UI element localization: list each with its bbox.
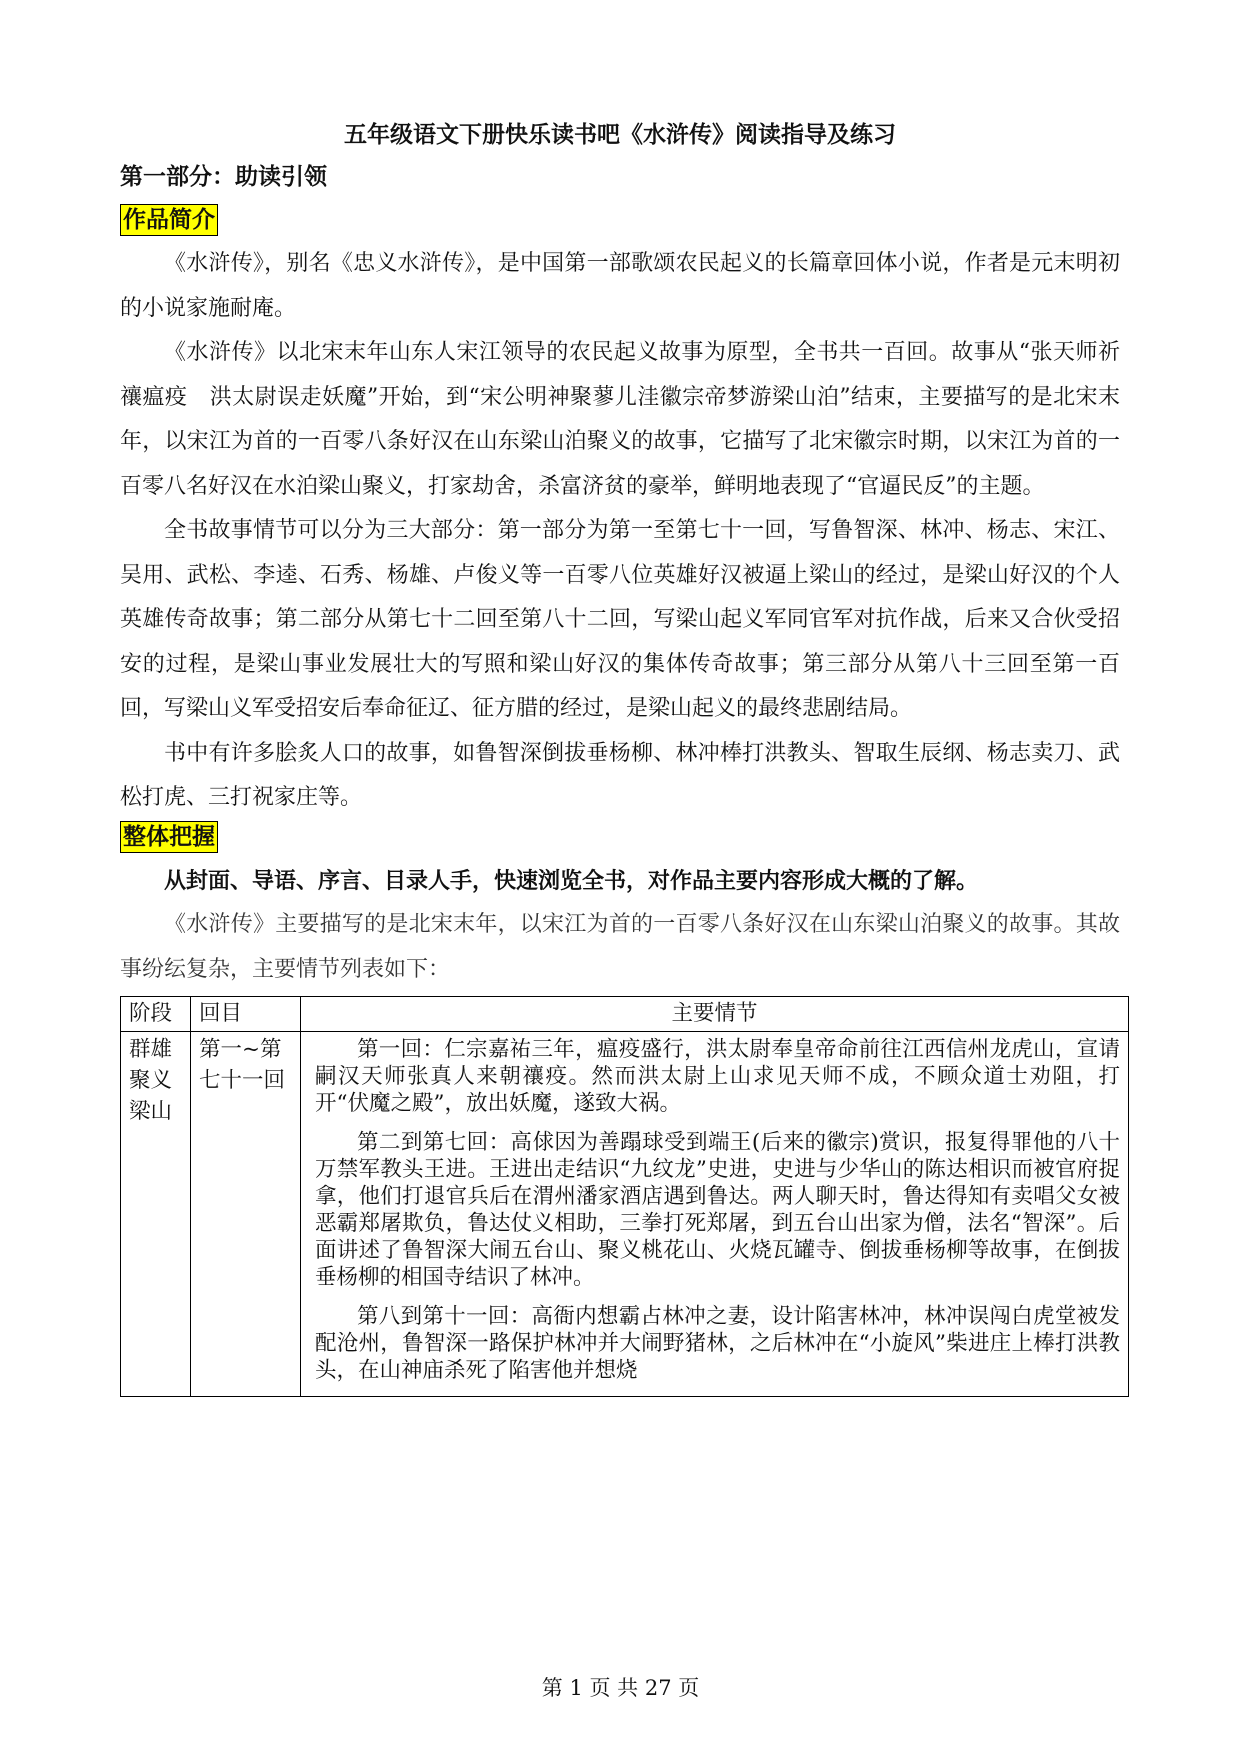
- document-page: [120, 118, 1120, 1397]
- plot-paragraph: 第一回：仁宗嘉祐三年，瘟疫盛行，洪太尉奉皇帝命前往江西信州龙虎山，宣请嗣汉天师张真人来朝禳疫。然而洪太尉上山求见天师不成，不顾众道士劝阻，打开“伏魔之殿”，放出妖魔，遂致大祸。: [315, 1037, 1120, 1116]
- header-plot: 主要情节: [301, 997, 1129, 1032]
- chapter-cell: 第一~第七十一回: [191, 1032, 301, 1397]
- table-row: [121, 1032, 1129, 1397]
- plot-paragraph: 第二到第七回：高俅因为善蹋球受到端王(后来的徽宗)赏识，报复得罪他的八十万禁军教头王进。王进出走结识“九纹龙”史进，史进与少华山的陈达相识而被官府捉拿，他们打退官兵后在渭州潘家酒店遇到鲁达。两人聊天时，鲁达得知有卖唱父女被恶霸郑屠欺负，鲁达仗义相助，三拳打死郑屠，到五台山出家为僧，法名“智深”。后面讲述了鲁智深大闹五台山、聚义桃花山、火烧瓦罐寺、倒拔垂杨柳等故事，在倒拔垂杨柳的相国寺结识了林冲。: [315, 1130, 1120, 1290]
- intro-paragraph: 书中有许多脍炙人口的故事，如鲁智深倒拔垂杨柳、林冲棒打洪教头、智取生辰纲、杨志卖刀、武松打虎、三打祝家庄等。: [120, 740, 1120, 810]
- header-stage: 阶段: [121, 997, 191, 1032]
- page-footer: 第 1 页 共 27 页: [541, 1676, 700, 1700]
- section-label-intro: 作品简介: [120, 204, 218, 236]
- plot-paragraph: 第八到第十一回：高衙内想霸占林冲之妻，设计陷害林冲，林冲误闯白虎堂被发配沧州，鲁智深一路保护林冲并大闹野猪林，之后林冲在“小旋风”柴进庄上棒打洪教头，在山神庙杀死了陷害他并想烧: [315, 1304, 1120, 1383]
- overview-lead: 从封面、导语、序言、目录人手，快速浏览全书，对作品主要内容形成大概的了解。: [164, 867, 979, 894]
- intro-paragraph: 《水浒传》，别名《忠义水浒传》，是中国第一部歌颂农民起义的长篇章回体小说，作者是元末明初的小说家施耐庵。: [120, 251, 1120, 321]
- stage-cell: 群雄聚义梁山: [121, 1032, 191, 1397]
- header-chapter: 回目: [191, 997, 301, 1032]
- plot-cell: [301, 1032, 1129, 1397]
- plot-table: [120, 996, 1129, 1397]
- document-title: 五年级语文下册快乐读书吧《水浒传》阅读指导及练习: [344, 121, 896, 148]
- intro-paragraph: 《水浒传》以北宋末年山东人宋江领导的农民起义故事为原型，全书共一百回。故事从“张天师祈禳瘟疫 洪太尉误走妖魔”开始，到“宋公明神聚蓼儿洼徽宗帝梦游梁山泊”结束，主要描写的是北宋末年，以宋江为首的一百零八条好汉在山东梁山泊聚义的故事，它描写了北宋徽宗时期，以宋江为首的一百零八名好汉在水泊梁山聚义，打家劫舍，杀富济贫的豪举，鲜明地表现了“官逼民反”的主题。: [120, 340, 1120, 499]
- overview-intro: 《水浒传》主要描写的是北宋末年，以宋江为首的一百零八条好汉在山东梁山泊聚义的故事。其故事纷纭复杂，主要情节列表如下：: [120, 912, 1120, 982]
- part-heading: 第一部分：助读引领: [120, 163, 327, 190]
- table-header-row: [121, 997, 1129, 1032]
- section-label-overview: 整体把握: [120, 821, 218, 853]
- intro-paragraph: 全书故事情节可以分为三大部分：第一部分为第一至第七十一回，写鲁智深、林冲、杨志、宋江、吴用、武松、李逵、石秀、杨雄、卢俊义等一百零八位英雄好汉被逼上梁山的经过，是梁山好汉的个人英雄传奇故事；第二部分从第七十二回至第八十二回，写梁山起义军同官军对抗作战，后来又合伙受招安的过程，是梁山事业发展壮大的写照和梁山好汉的集体传奇故事；第三部分从第八十三回至第一百回，写梁山义军受招安后奉命征辽、征方腊的经过，是梁山起义的最终悲剧结局。: [120, 518, 1120, 721]
